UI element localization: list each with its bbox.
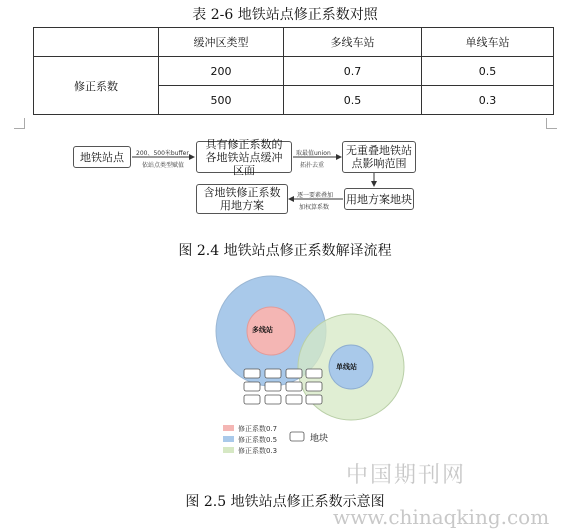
edge3-bottom-label: 加权算系数 [299, 204, 330, 211]
edge2-bottom-label: 拓扑去重 [300, 162, 325, 169]
flow-box-station: 地铁站点 [73, 146, 131, 168]
single-line-label: 单线站 [336, 363, 357, 371]
edge1-top-label: 200、500米buffer [136, 150, 189, 157]
table-cell: 200 [159, 57, 284, 86]
flow-box-result: 含地铁修正系数用地方案 [196, 184, 288, 214]
table-cell: 0.3 [422, 86, 554, 115]
table-cell: 0.5 [284, 86, 422, 115]
flow-box-influence: 无重叠地铁站点影响范围 [342, 141, 416, 173]
table-cell: 0.5 [422, 57, 554, 86]
legend-label-03: 修正系数0.3 [238, 447, 278, 455]
table-cell: 500 [159, 86, 284, 115]
row-label-coefficient: 修正系数 [34, 57, 159, 115]
edge3-top-label: 逐一要素叠加 [297, 192, 334, 199]
legend-swatch-07 [223, 425, 234, 431]
header-cell-single-line: 单线车站 [422, 28, 554, 57]
header-cell-multi-line: 多线车站 [284, 28, 422, 57]
flow-box-buffer: 具有修正系数的各地铁站点缓冲区面 [196, 141, 292, 173]
header-cell-buffer-type: 缓冲区类型 [159, 28, 284, 57]
diagram-caption: 图 2.5 地铁站点修正系数示意图 [185, 494, 385, 510]
legend-label-07: 修正系数0.7 [238, 425, 278, 433]
edge1-bottom-label: 依站点类型赋值 [142, 162, 185, 169]
legend-parcel-swatch [290, 432, 304, 441]
legend-swatch-03 [223, 447, 234, 453]
table-title: 表 2-6 地铁站点修正系数对照 [192, 7, 378, 23]
legend-parcel-label: 地块 [310, 434, 329, 444]
flow-caption: 图 2.4 地铁站点修正系数解译流程 [178, 243, 392, 259]
multi-line-label: 多线站 [252, 326, 273, 334]
edge2-top-label: 取最值union [296, 150, 331, 157]
table-cell: 0.7 [284, 57, 422, 86]
legend-swatch-05 [223, 436, 234, 442]
flow-box-parcel: 用地方案地块 [344, 188, 414, 210]
legend-label-05: 修正系数0.5 [238, 436, 278, 444]
watermark-url: www.chinaqking.com [333, 505, 550, 529]
watermark-cn: 中国期刊网 [346, 463, 467, 488]
